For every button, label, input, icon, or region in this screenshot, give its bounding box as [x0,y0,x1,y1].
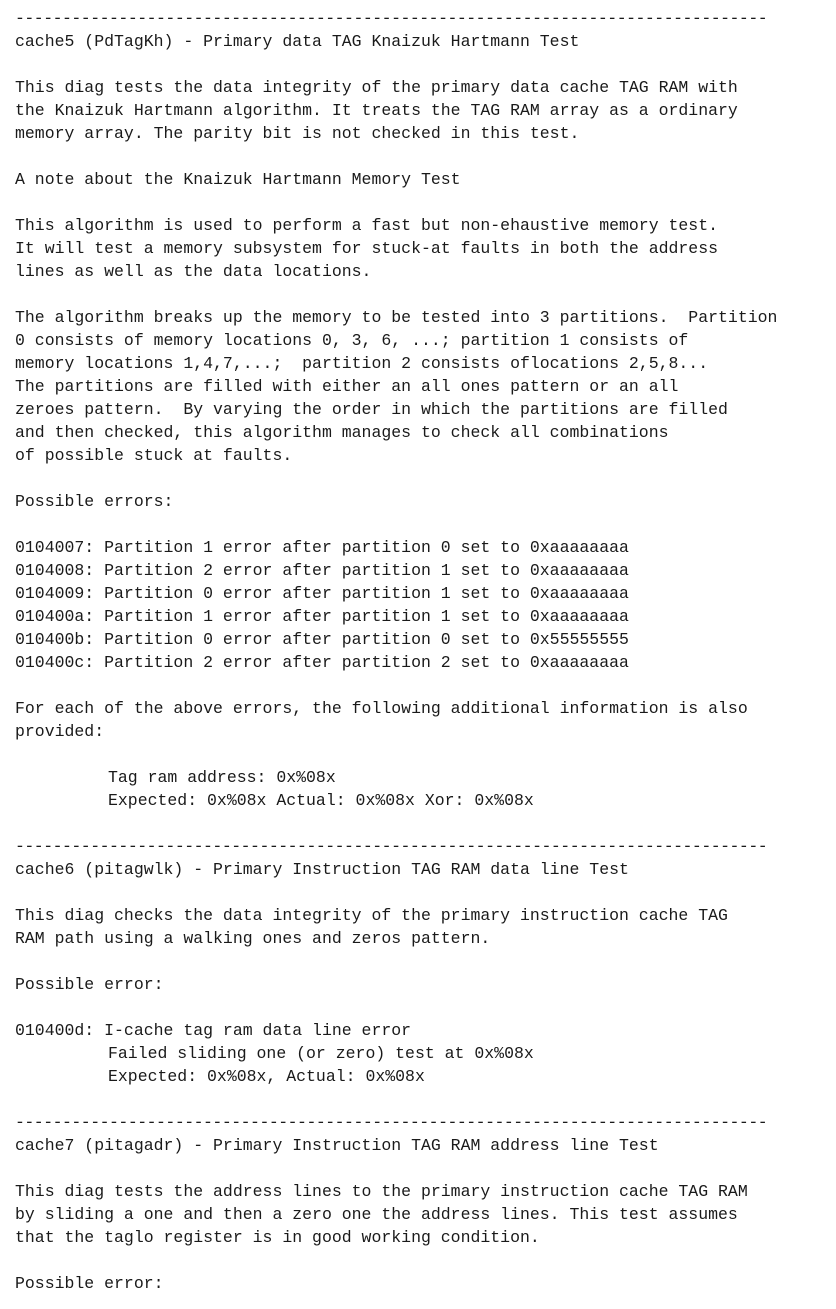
cache7-desc-line: This diag tests the address lines to the primary instruction cache TAG RAM [15,1182,748,1201]
extra-info-line: For each of the above errors, the following additional information is also [15,699,748,718]
cache5-desc-line: the Knaizuk Hartmann algorithm. It treats the TAG RAM array as a ordinary [15,101,738,120]
error-line: 010400a: Partition 1 error after partition 1 set to 0xaaaaaaaa [15,607,629,626]
cache7-title: cache7 (pitagadr) - Primary Instruction TAG RAM address line Test [15,1136,659,1155]
note-line: 0 consists of memory locations 0, 3, 6, ...; partition 1 consists of [15,331,689,350]
info-line: Tag ram address: 0x%08x [108,768,336,787]
note-line: memory locations 1,4,7,...; partition 2 consists oflocations 2,5,8... [15,354,709,373]
error-detail-line: Expected: 0x%08x, Actual: 0x%08x [108,1067,425,1086]
error-line: 0104009: Partition 0 error after partition 1 set to 0xaaaaaaaa [15,584,629,603]
error-line: 0104007: Partition 1 error after partition 0 set to 0xaaaaaaaa [15,538,629,557]
section-divider: -------------------------------------------------------------------------------- [15,1113,768,1132]
extra-info-line: provided: [15,722,105,741]
note-line: It will test a memory subsystem for stuck-at faults in both the address [15,239,719,258]
error-line: 010400d: I-cache tag ram data line error [15,1021,412,1040]
section-divider: -------------------------------------------------------------------------------- [15,837,768,856]
note-line: and then checked, this algorithm manages to check all combinations [15,423,669,442]
note-line: of possible stuck at faults. [15,446,293,465]
note-line: The algorithm breaks up the memory to be tested into 3 partitions. Partition [15,308,778,327]
cache6-desc-line: RAM path using a walking ones and zeros pattern. [15,929,491,948]
errors-label: Possible error: [15,975,164,994]
note-line: This algorithm is used to perform a fast but non-ehaustive memory test. [15,216,719,235]
cache7-desc-line: by sliding a one and then a zero one the address lines. This test assumes [15,1205,738,1224]
document-page [15,7,821,1295]
cache5-desc-line: This diag tests the data integrity of the primary data cache TAG RAM with [15,78,738,97]
error-line: 010400c: Partition 2 error after partition 2 set to 0xaaaaaaaa [15,653,629,672]
cache5-title: cache5 (PdTagKh) - Primary data TAG Knaizuk Hartmann Test [15,32,580,51]
cache5-desc-line: memory array. The parity bit is not checked in this test. [15,124,580,143]
error-line: 0104008: Partition 2 error after partition 1 set to 0xaaaaaaaa [15,561,629,580]
note-line: zeroes pattern. By varying the order in which the partitions are filled [15,400,728,419]
cache7-desc-line: that the taglo register is in good working condition. [15,1228,540,1247]
cache6-title: cache6 (pitagwlk) - Primary Instruction TAG RAM data line Test [15,860,629,879]
note-heading: A note about the Knaizuk Hartmann Memory Test [15,170,461,189]
info-line: Expected: 0x%08x Actual: 0x%08x Xor: 0x%08x [108,791,534,810]
note-line: The partitions are filled with either an all ones pattern or an all [15,377,679,396]
error-line: 010400b: Partition 0 error after partition 0 set to 0x55555555 [15,630,629,649]
cache6-desc-line: This diag checks the data integrity of the primary instruction cache TAG [15,906,728,925]
note-line: lines as well as the data locations. [15,262,372,281]
errors-label: Possible error: [15,1274,164,1293]
section-divider: -------------------------------------------------------------------------------- [15,9,768,28]
errors-label: Possible errors: [15,492,174,511]
error-detail-line: Failed sliding one (or zero) test at 0x%08x [108,1044,534,1063]
